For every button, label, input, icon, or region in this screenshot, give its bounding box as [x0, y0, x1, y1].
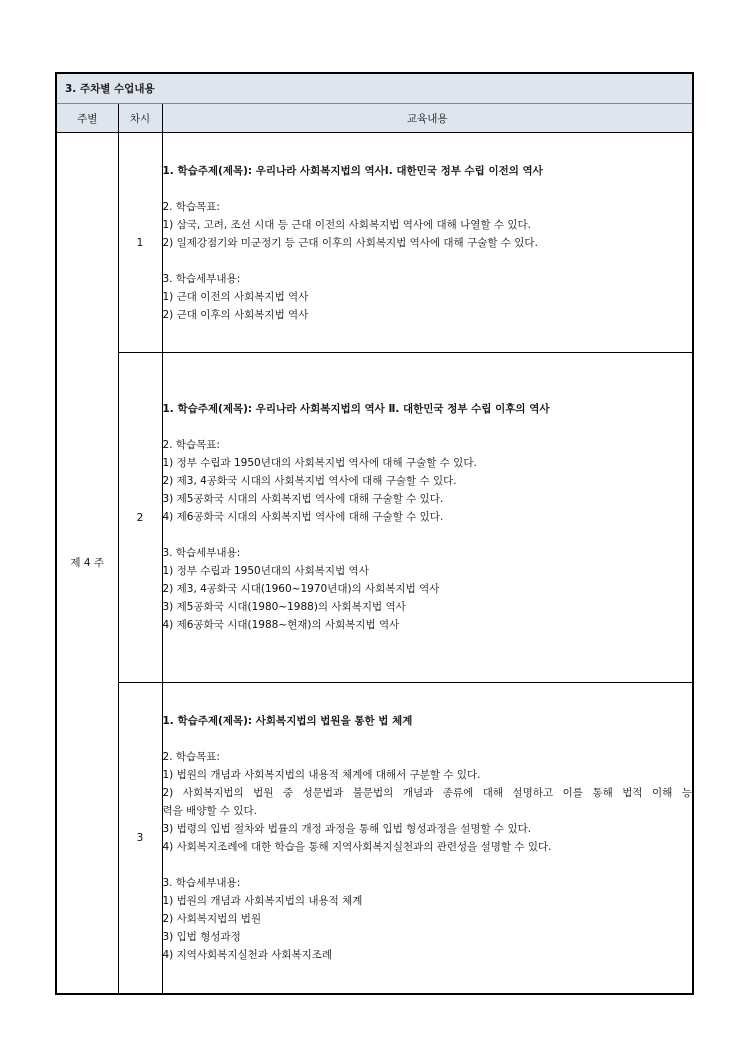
details-heading: 3. 학습세부내용: — [162, 877, 241, 889]
detail-item: 1) 정부 수립과 1950년대의 사회복지법 역사 — [162, 565, 369, 577]
session-content — [162, 683, 693, 994]
goal-item: 3) 제5공화국 시대의 사회복지법 역사에 대해 구술할 수 있다. — [162, 493, 444, 505]
detail-item: 3) 제5공화국 시대(1980~1988)의 사회복지법 역사 — [162, 601, 406, 613]
session-topic: 1. 학습주제(제목): 우리나라 사회복지법의 역사Ⅰ. 대한민국 정부 수립 이전의 역사 — [162, 165, 543, 177]
goal-item: 2) 사회복지법의 법원 중 성문법과 불문법의 개념과 종류에 대해 설명하고 이를 통해 법적 이해 능 — [162, 787, 692, 799]
goals-heading: 2. 학습목표: — [162, 751, 220, 763]
goal-item: 2) 일제강점기와 미군정기 등 근대 이후의 사회복지법 역사에 대해 구술할 수 있다. — [162, 237, 538, 249]
session-topic: 1. 학습주제(제목): 사회복지법의 법원을 통한 법 체계 — [162, 715, 413, 727]
detail-item: 4) 지역사회복지실천과 사회복지조례 — [162, 949, 333, 961]
goal-item: 4) 사회복지조례에 대한 학습을 통해 지역사회복지실천과의 관련성을 설명할 수 있다. — [162, 841, 552, 853]
header-week: 주별 — [56, 104, 118, 133]
goal-item: 1) 정부 수립과 1950년대의 사회복지법 역사에 대해 구술할 수 있다. — [162, 457, 477, 469]
goal-item: 2) 제3, 4공화국 시대의 사회복지법 역사에 대해 구술할 수 있다. — [162, 475, 457, 487]
goals-heading: 2. 학습목표: — [162, 201, 220, 213]
goal-item: 1) 삼국, 고려, 조선 시대 등 근대 이전의 사회복지법 역사에 대해 나열할 수 있다. — [162, 219, 531, 231]
session-content — [162, 353, 693, 683]
detail-item: 3) 입법 형성과정 — [162, 931, 241, 943]
goals-heading: 2. 학습목표: — [162, 439, 220, 451]
goal-item-continued: 력을 배양할 수 있다. — [162, 805, 257, 817]
session-number: 3 — [118, 683, 162, 994]
session-row-2 — [56, 353, 693, 683]
details-heading: 3. 학습세부내용: — [162, 547, 241, 559]
detail-item: 4) 제6공화국 시대(1988~현재)의 사회복지법 역사 — [162, 619, 400, 631]
details-heading: 3. 학습세부내용: — [162, 273, 241, 285]
goal-item: 4) 제6공화국 시대의 사회복지법 역사에 대해 구술할 수 있다. — [162, 511, 444, 523]
session-content — [162, 133, 693, 353]
detail-item: 2) 사회복지법의 법원 — [162, 913, 262, 925]
detail-item: 1) 법원의 개념과 사회복지법의 내용적 체계 — [162, 895, 363, 907]
session-row-3 — [56, 683, 693, 994]
session-row-1 — [56, 133, 693, 353]
header-row — [56, 104, 693, 133]
goal-item: 3) 법령의 입법 절차와 법률의 개정 과정을 통해 입법 형성과정을 설명할 수 있다. — [162, 823, 532, 835]
session-number: 1 — [118, 133, 162, 353]
session-topic: 1. 학습주제(제목): 우리나라 사회복지법의 역사 Ⅱ. 대한민국 정부 수립 이후의 역사 — [162, 403, 550, 415]
header-session: 차시 — [118, 104, 162, 133]
detail-item: 2) 근대 이후의 사회복지법 역사 — [162, 309, 309, 321]
week-label: 제 4 주 — [56, 133, 118, 994]
detail-item: 2) 제3, 4공화국 시대(1960~1970년대)의 사회복지법 역사 — [162, 583, 440, 595]
section-title: 3. 주차별 수업내용 — [56, 73, 693, 104]
syllabus-table — [55, 72, 694, 995]
detail-item: 1) 근대 이전의 사회복지법 역사 — [162, 291, 309, 303]
session-number: 2 — [118, 353, 162, 683]
header-content: 교육내용 — [162, 104, 693, 133]
goal-item: 1) 법원의 개념과 사회복지법의 내용적 체계에 대해서 구분할 수 있다. — [162, 769, 481, 781]
section-title-row — [56, 73, 693, 104]
